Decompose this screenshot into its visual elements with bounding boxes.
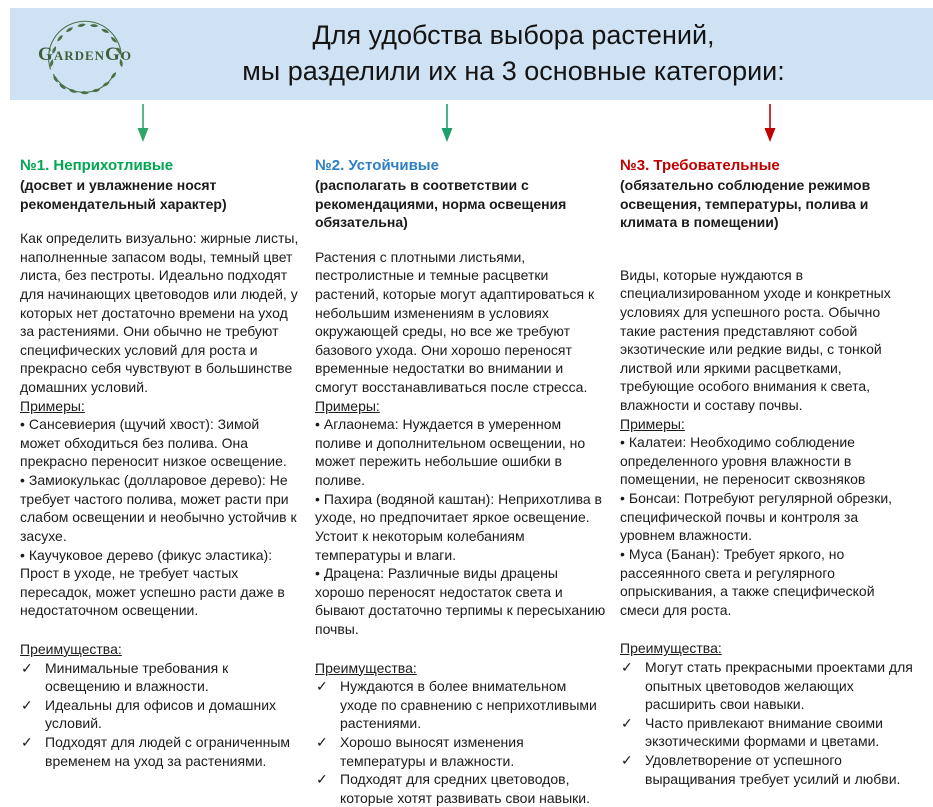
category-2-subheading: (располагать в соответствии с рекомендациями, норма освещения обязательна) [315,176,567,231]
advantage-text: Идеальны для офисов и домашних условий. [45,696,277,732]
category-2-advantage-2 [315,733,607,770]
check-icon: ✓ [316,678,328,695]
arrow-down-icon-category-1 [136,104,150,142]
category-3-advantage-1 [620,658,916,714]
category-1-heading: №1. Неприхотливые [20,157,174,174]
category-1-example-2 [20,471,302,545]
header-banner [10,8,933,100]
bullet-icon: • [315,490,320,507]
arrow-head [442,128,453,142]
category-3-advantage-3 [620,751,916,788]
check-icon: ✓ [316,734,328,750]
page-title-line1: Для удобства выбора растений, [312,20,715,51]
category-2-advantage-1 [315,677,607,733]
category-3-example-3 [620,545,916,619]
page-title [160,18,933,90]
category-column-3 [620,156,916,807]
advantage-text: Подходят для средних цветоводов, которые хотят развивать свои навыки. [340,771,591,806]
check-icon: ✓ [316,771,328,788]
advantage-text: Удовлетворение от успешного выращивания требует усилий и любви. [645,752,901,787]
category-1-advantages-label: Преимущества: [20,640,122,657]
check-icon: ✓ [21,659,33,676]
category-2-advantage-3 [315,770,607,807]
advantage-text: Минимальные требования к освещению и влажности. [45,659,229,695]
category-column-2 [315,156,607,807]
bullet-icon: • [315,416,320,433]
category-1-example-1 [20,415,302,471]
example-text: Бонсаи: Потребуют регулярной обрезки, специфической почвы и контроля за уровнем влажности. [620,490,893,544]
check-icon: ✓ [621,752,633,768]
category-columns [20,156,916,807]
category-2-example-1 [315,415,607,489]
category-3-subheading: (обязательно соблюдение режимов освещения, температуры, полива и климата в помещении) [620,176,871,231]
category-column-1 [20,156,302,807]
category-2-heading: №2. Устойчивые [315,157,439,174]
bullet-icon: • [20,472,25,489]
category-1-examples-label: Примеры: [20,397,85,414]
category-1-example-3 [20,546,302,620]
category-3-advantage-2 [620,714,916,751]
example-text: Пахира (водяной каштан): Неприхотлива в уходе, но предпочитает яркое освещение. Устоит к некоторым колебаниям температуры и влаги. [315,490,602,563]
category-1-advantage-2 [20,696,302,733]
bullet-icon: • [620,434,625,451]
category-1-description: Как определить визуально: жирные листы, наполненные запасом воды, темный цвет листа, без пестроты. Идеально подходят для начинающих цветоводов или людей, у которых нет достаточно времени на уход за растениями. Они обычно не требуют специфических условий для роста и прекрасно себя чувствуют в большинстве домашних условий. [20,230,299,396]
category-3-description: Виды, которые нуждаются в специализированном уходе и конкретных условиях для успешного роста. Обычно такие растения представляют собой экзотические или редкие виды, с тонкой листвой или яркими расцветками, требующие особого внимания к света, влажности и составу почвы. [620,266,891,414]
category-3-heading: №3. Требовательные [620,157,780,174]
advantage-text: Хорошо выносят изменения температуры и влажности. [340,734,524,769]
example-text: Замиокулькас (долларовое дерево): Не требует частого полива, может расти при слабом освещении и необычно устойчив к засухе. [20,472,297,544]
advantage-text: Часто привлекают внимание своими экзотическими формами и цветами. [645,714,883,750]
bullet-icon: • [315,565,320,582]
example-text: Муса (Банан): Требует яркого, но рассеянного света и регулярного опрыскивания, а также специфической смеси для роста. [620,545,875,618]
category-1-advantage-3 [20,733,302,770]
logo-text: GardenGo [38,44,132,65]
category-3-advantages [620,639,916,788]
category-3-example-1 [620,433,916,489]
category-1-advantages [20,640,302,770]
example-text: Сансевиерия (щучий хвост): Зимой может обходиться без полива. Она прекрасно переносит низкое освещение. [20,416,287,470]
bullet-icon: • [20,546,25,563]
arrow-down-icon-category-3 [763,104,777,142]
advantage-text: Подходят для людей с ограниченным временем на уход за растениями. [45,734,291,769]
gardengo-logo [10,8,160,100]
example-text: Аглаонема: Нуждается в умеренном поливе и дополнительном освещении, но может пережить небольшие ошибки в поливе. [315,416,586,489]
bullet-icon: • [620,490,625,507]
check-icon: ✓ [621,658,633,675]
category-2-description: Растения с плотными листьями, пестролистные и темные расцветки растений, которые могут адаптироваться к небольшим изменениям в условиях окружающей среды, но все же требуют базового ухода. Они хорошо переносят временные недостатки во внимании и смогут восстанавливаться после стресса. [315,248,595,396]
page-title-line2: мы разделили их на 3 основные категории: [242,56,785,86]
category-2-examples-label: Примеры: [315,397,380,414]
arrow-head [765,128,776,142]
arrow-down-icon-category-2 [440,104,454,142]
example-text: Каучуковое дерево (фикус эластика): Прост в уходе, не требует частых пересадок, может успешно расти даже в недостаточном освещении. [20,546,285,619]
category-2-advantages-label: Преимущества: [315,659,417,676]
category-1-advantage-1 [20,659,302,696]
arrow-head [138,128,149,142]
category-3-example-2 [620,489,916,545]
bullet-icon: • [620,545,625,562]
example-text: Драцена: Различные виды драцены хорошо переносят недостаток света и бывают достаточно терпимы к пересыханию почвы. [315,565,606,637]
category-3-advantages-label: Преимущества: [620,640,722,657]
advantage-text: Могут стать прекрасными проектами для опытных цветоводов желающих расширить свои навыки. [645,658,913,713]
category-2-example-2 [315,490,607,564]
category-2-example-3 [315,564,607,638]
bullet-icon: • [20,416,25,433]
advantage-text: Нуждаются в более внимательном уходе по сравнению с неприхотливыми растениями. [340,678,597,732]
example-text: Калатеи: Необходимо соблюдение определенного уровня влажности в помещении, не переносит сквозняков [620,434,866,488]
check-icon: ✓ [21,734,33,750]
category-1-subheading: (досвет и увлажнение носят рекомендательный характер) [20,176,227,212]
check-icon: ✓ [21,696,33,713]
check-icon: ✓ [621,714,633,731]
category-2-advantages [315,659,607,807]
category-3-examples-label: Примеры: [620,415,685,432]
